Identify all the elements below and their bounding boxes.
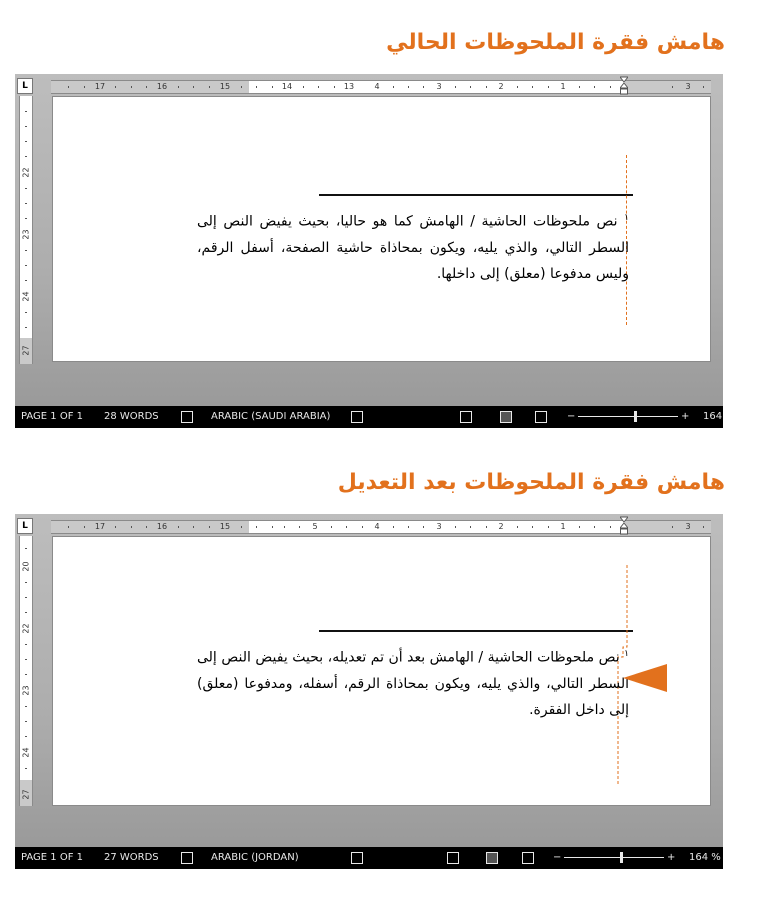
- status-bar: [15, 847, 723, 869]
- vruler-label: 20: [21, 561, 31, 572]
- ruler-label: 1: [560, 522, 566, 531]
- zoom-level[interactable]: 164 %: [689, 852, 721, 863]
- ruler-label: 1: [560, 82, 566, 91]
- word-count[interactable]: 27 WORDS: [104, 852, 159, 863]
- vruler-label: 23: [21, 685, 31, 696]
- vruler-label: 23: [21, 229, 31, 240]
- zoom-level[interactable]: 164: [703, 411, 723, 422]
- language-status[interactable]: ARABIC (SAUDI ARABIA): [211, 411, 331, 422]
- footnote-body: نص ملحوظات الحاشية / الهامش بعد أن تم تعديله، بحيث يفيض النص إلى السطر التالي، والذي يليه، ويكون بمحاذاة الرقم، أسفله، ومدفوعا (معلق) إلى داخل الفقرة.: [197, 649, 629, 718]
- vruler-label: 27: [21, 345, 31, 356]
- ruler-label: 5: [312, 522, 318, 531]
- zoom-slider[interactable]: [578, 416, 678, 417]
- print-layout-icon[interactable]: [486, 852, 498, 864]
- word-window: [15, 74, 723, 428]
- horizontal-ruler[interactable]: [51, 520, 711, 534]
- footnote-mark: ١: [624, 213, 629, 223]
- vruler-label: 24: [21, 291, 31, 302]
- macro-icon[interactable]: [351, 852, 363, 864]
- vertical-ruler[interactable]: [19, 96, 33, 364]
- zoom-out-icon[interactable]: −: [553, 852, 562, 863]
- ruler-margin-right: [625, 81, 711, 93]
- ruler-label: 3: [685, 82, 691, 91]
- ruler-label: 3: [436, 82, 442, 91]
- tab-selector-icon[interactable]: L: [17, 78, 33, 94]
- language-status[interactable]: ARABIC (JORDAN): [211, 852, 299, 863]
- page-count[interactable]: PAGE 1 OF 1: [21, 411, 84, 422]
- vruler-label: 27: [21, 789, 31, 800]
- ruler-label: 17: [94, 522, 106, 531]
- ruler-label: 2: [498, 82, 504, 91]
- web-layout-icon[interactable]: [522, 852, 534, 864]
- zoom-in-icon[interactable]: +: [681, 411, 690, 422]
- horizontal-ruler[interactable]: [51, 80, 711, 94]
- read-mode-icon[interactable]: [447, 852, 459, 864]
- proofing-icon[interactable]: [181, 852, 193, 864]
- ruler-label: 13: [343, 82, 355, 91]
- ruler-label: 14: [281, 82, 293, 91]
- ruler-label: 16: [156, 82, 168, 91]
- vruler-label: 22: [21, 167, 31, 178]
- ruler-margin-right: [625, 521, 711, 533]
- zoom-slider[interactable]: [564, 857, 664, 858]
- zoom-slider-thumb[interactable]: [620, 852, 623, 863]
- word-window: [15, 514, 723, 869]
- section-heading: هامش فقرة الملحوظات الحالي: [386, 30, 725, 55]
- footnote-mark: ١: [624, 649, 629, 659]
- ruler-label: 2: [498, 522, 504, 531]
- callout-arrow-icon: [623, 664, 667, 692]
- macro-icon[interactable]: [351, 411, 363, 423]
- footnote-text[interactable]: [197, 641, 629, 723]
- proofing-icon[interactable]: [181, 411, 193, 423]
- footnote-text[interactable]: [197, 205, 629, 287]
- vertical-ruler[interactable]: [19, 536, 33, 806]
- section-heading: هامش فقرة الملحوظات بعد التعديل: [337, 470, 725, 495]
- vruler-label: 24: [21, 747, 31, 758]
- ruler-label: 3: [685, 522, 691, 531]
- document-page[interactable]: [52, 96, 711, 362]
- indent-marker-icon[interactable]: [620, 76, 628, 98]
- word-count[interactable]: 28 WORDS: [104, 411, 159, 422]
- document-page[interactable]: [52, 536, 711, 806]
- tab-selector-icon[interactable]: L: [17, 518, 33, 534]
- ruler-label: 15: [219, 82, 231, 91]
- ruler-label: 4: [374, 522, 380, 531]
- print-layout-icon[interactable]: [500, 411, 512, 423]
- zoom-out-icon[interactable]: −: [567, 411, 576, 422]
- status-bar: [15, 406, 723, 428]
- ruler-label: 16: [156, 522, 168, 531]
- footnote-body: نص ملحوظات الحاشية / الهامش كما هو حاليا، بحيث يفيض النص إلى السطر التالي، والذي يليه، ويكون بمحاذاة حاشية الصفحة، أسفل الرقم، وليس مدفوعا (معلق) إلى داخلها.: [197, 213, 629, 282]
- footnote-separator: [319, 194, 633, 196]
- indent-marker-icon[interactable]: [620, 516, 628, 538]
- ruler-label: 4: [374, 82, 380, 91]
- ruler-label: 3: [436, 522, 442, 531]
- web-layout-icon[interactable]: [535, 411, 547, 423]
- read-mode-icon[interactable]: [460, 411, 472, 423]
- ruler-label: 17: [94, 82, 106, 91]
- zoom-slider-thumb[interactable]: [634, 411, 637, 422]
- footnote-separator: [319, 630, 633, 632]
- ruler-label: 15: [219, 522, 231, 531]
- zoom-in-icon[interactable]: +: [667, 852, 676, 863]
- page-count[interactable]: PAGE 1 OF 1: [21, 852, 84, 863]
- vruler-label: 22: [21, 623, 31, 634]
